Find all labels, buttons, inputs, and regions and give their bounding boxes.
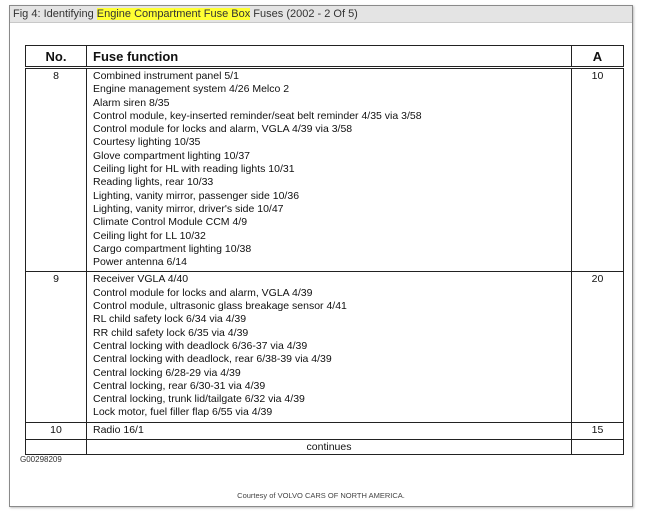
fuse-function-item: Central locking with deadlock 6/36-37 via 4/39 [93,339,308,352]
table-header-row [26,46,624,68]
continues-empty-left [26,440,87,455]
table-row [26,422,624,439]
fuse-function-item: Control module for locks and alarm, VGLA 4/39 via 3/58 [93,123,353,136]
fuse-function-item: Central locking with deadlock, rear 6/38-39 via 4/39 [93,353,332,366]
figure-caption [10,6,632,23]
continues-empty-right [572,440,624,455]
caption-highlight: Engine Compartment Fuse Box [96,8,251,20]
fuse-number: 9 [26,272,87,422]
fuse-function-item: Control module for locks and alarm, VGLA 4/39 [93,286,313,299]
fuse-function-item: Courtesy lighting 10/35 [93,136,201,149]
fuse-number: 10 [26,422,87,439]
fuse-function-item: Engine management system 4/26 Melco 2 [93,83,290,96]
courtesy-note: Courtesy of VOLVO CARS OF NORTH AMERICA. [237,491,405,500]
caption-suffix: Fuses (2002 - 2 Of 5) [250,8,358,20]
fuse-function-item: Combined instrument panel 5/1 [93,70,239,82]
fuse-function-item: Central locking, trunk lid/tailgate 6/32 via 4/39 [93,393,305,406]
fuse-function-item: Central locking 6/28-29 via 4/39 [93,366,241,379]
fuse-table-container [25,45,623,455]
fuse-function-item: Glove compartment lighting 10/37 [93,149,251,162]
header-fuse-function: Fuse function [87,46,572,68]
fuse-number: 8 [26,68,87,272]
table-row [26,272,624,422]
continues-row [26,440,624,455]
fuse-function-item: Ceiling light for HL with reading lights 10/31 [93,163,295,176]
fuse-function-item: Ceiling light for LL 10/32 [93,229,206,242]
fuse-function-item: Central locking, rear 6/30-31 via 4/39 [93,379,266,392]
header-no: No. [26,46,87,68]
fuse-amperage: 10 [572,68,624,272]
fuse-function-item: Lock motor, fuel filler flap 6/55 via 4/39 [93,406,273,419]
fuse-functions [87,68,572,272]
fuse-function-item: Lighting, vanity mirror, passenger side 10/36 [93,189,300,202]
fuse-function-item: Alarm siren 8/35 [93,96,170,109]
fuse-amperage: 20 [572,272,624,422]
fuse-functions [87,422,572,439]
fuse-function-item: Reading lights, rear 10/33 [93,176,214,189]
caption-prefix: Fig 4: Identifying [13,8,97,20]
fuse-function-item: Cargo compartment lighting 10/38 [93,242,252,255]
fuse-function-item: Radio 16/1 [93,423,144,436]
header-amperage: A [572,46,624,68]
fuse-function-item: Lighting, vanity mirror, driver's side 10/47 [93,202,284,215]
fuse-amperage: 15 [572,422,624,439]
fuse-functions [87,272,572,422]
fuse-function-item: Control module, ultrasonic glass breakage sensor 4/41 [93,300,347,313]
fuse-table [25,45,624,455]
fuse-function-item: RR child safety lock 6/35 via 4/39 [93,326,249,339]
table-row [26,68,624,272]
continues-label: continues [87,440,572,455]
fuse-function-item: RL child safety lock 6/34 via 4/39 [93,313,247,326]
fuse-function-item: Receiver VGLA 4/40 [93,273,189,286]
fuse-function-item: Power antenna 6/14 [93,256,187,269]
figure-code: G00298209 [20,455,62,464]
figure-frame [9,5,633,507]
fuse-function-item: Control module, key-inserted reminder/seat belt reminder 4/35 via 3/58 [93,109,422,122]
fuse-function-item: Climate Control Module CCM 4/9 [93,216,248,229]
